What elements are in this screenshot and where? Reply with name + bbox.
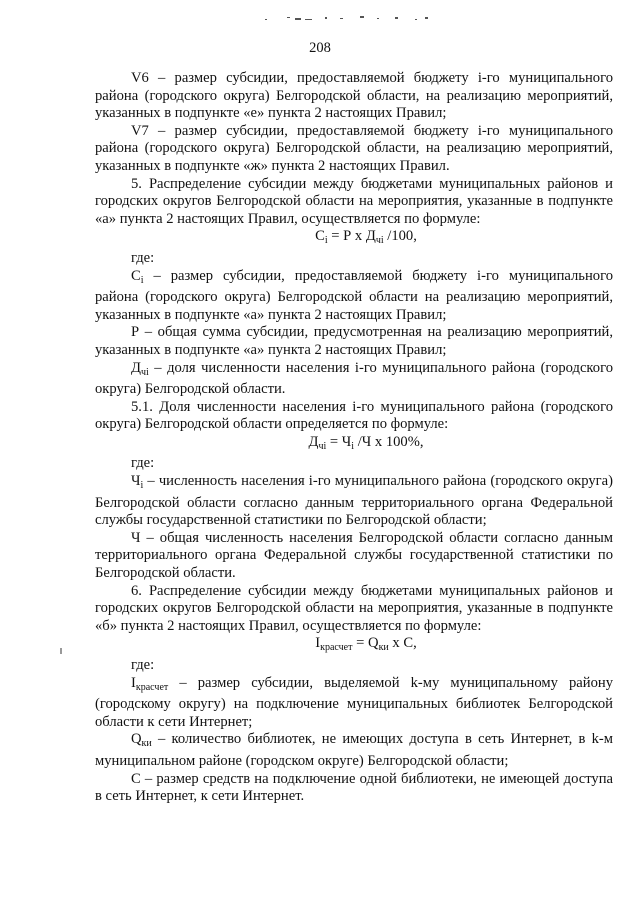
paragraph-v6: V6 – размер субсидии, предоставляемой бюджету i-го муниципального района (городского округа) Белгородской области, на реализацию мероприятий, указанных в подпункте «е» пункта 2 настоящих Правил; <box>95 70 613 122</box>
paragraph-v7: V7 – размер субсидии, предоставляемой бюджету i-го муниципального района (городского округа) Белгородской области, на реализацию мероприятий, указанных в подпункте «ж» пункта 2 настоящих Правил. <box>95 122 613 174</box>
where-label: где: <box>131 249 155 266</box>
formula-ik: $I_{красчет} = Q_{ки}$ х С, <box>315 635 417 654</box>
definition-ik: $I_{красчет}$ – размер субсидии, выделяемой k-му муниципальному району (городскому округу) на подключение муниципальных библиотек Белгородской области к сети Интернет; <box>95 674 613 730</box>
definition-dchi: $Д_{чi}$ – доля численности населения i-го муниципального района (городского округа) Белгородской области. <box>95 359 613 398</box>
definition-ch: Ч – общая численность населения Белгородской области согласно данным территориального органа Федеральной службы государственной статистики по Белгородской области. <box>95 529 613 582</box>
page-number: 208 <box>309 40 331 56</box>
definition-p: Р – общая сумма субсидии, предусмотренная на реализацию мероприятий, указанных в подпункте «а» пункта 2 настоящих Правил; <box>95 324 613 358</box>
formula-dchi: $Д_{чi} = Ч_i$ /Ч х 100%, <box>308 433 424 452</box>
paragraph-5-1: 5.1. Доля численности населения i-го муниципального района (городского округа) Белгородской области определяется по формуле: <box>95 398 613 433</box>
definition-chi: $Ч_i$ – численность населения i-го муниципального района (городского округа) Белгородской области согласно данным территориального органа Федеральной службы государственной статистики по Белгородской области; <box>95 473 613 529</box>
formula-ci: $C_i = Р$ х $Д_{чi}$ /100, <box>315 228 417 247</box>
definition-qk: $Q_{ки}$ – количество библиотек, не имеющих доступа в сеть Интернет, в k-м муниципальном районе (городском округе) Белгородской области; <box>95 731 613 769</box>
where-label: где: <box>131 657 155 673</box>
document-body <box>95 70 613 806</box>
paragraph-6: 6. Распределение субсидии между бюджетами муниципальных районов и городских округов Белгородской области на мероприятия, указанные в подпункте «б» пункта 2 настоящих Правил, осуществляется по формуле: <box>95 582 613 634</box>
definition-ci: $С_i$ – размер субсидии, предоставляемой бюджету i-го муниципального района (городского округа) Белгородской области на реализацию мероприятий, указанных в подпункте «а» пункта 2 настоящих Правил; <box>95 267 613 323</box>
scan-artifact <box>265 14 435 24</box>
where-label: где: <box>131 455 155 472</box>
definition-c: С – размер средств на подключение одной библиотеки, не имеющей доступа в сеть Интернет, к сети Интернет. <box>95 770 613 805</box>
margin-mark <box>60 648 62 654</box>
paragraph-5: 5. Распределение субсидии между бюджетами муниципальных районов и городских округов Белгородской области на мероприятия, указанные в подпункте «а» пункта 2 настоящих Правил, осуществляется по формуле: <box>95 175 613 227</box>
